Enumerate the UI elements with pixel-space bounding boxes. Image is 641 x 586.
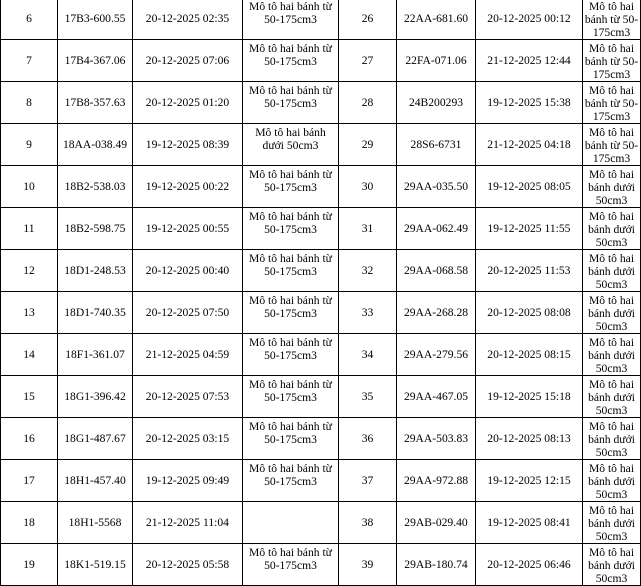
row-number-cell[interactable]: 19 [1, 544, 58, 586]
vehicle-type-cell[interactable]: Mô tô hai bánh từ 50-175cm3 [243, 460, 339, 502]
timestamp-cell[interactable]: 20-12-2025 05:58 [133, 544, 243, 586]
plate-cell[interactable]: 29AA-035.50 [397, 166, 476, 208]
row-number-cell[interactable]: 12 [1, 250, 58, 292]
plate-cell[interactable]: 29AA-062.49 [397, 208, 476, 250]
row-number-cell[interactable]: 13 [1, 292, 58, 334]
row-number-cell[interactable]: 16 [1, 418, 58, 460]
timestamp-cell[interactable]: 21-12-2025 12:44 [476, 40, 583, 82]
plate-cell[interactable]: 18H1-457.40 [58, 460, 133, 502]
row-number-cell[interactable]: 27 [339, 40, 397, 82]
timestamp-cell[interactable]: 20-12-2025 08:08 [476, 292, 583, 334]
plate-cell[interactable]: 28S6-6731 [397, 124, 476, 166]
row-number-cell[interactable]: 28 [339, 82, 397, 124]
table-row [1, 250, 641, 292]
plate-cell[interactable]: 29AA-268.28 [397, 292, 476, 334]
vehicle-type-cell[interactable]: Mô tô hai bánh dưới 50cm3 [583, 502, 641, 544]
table-row [1, 460, 641, 502]
timestamp-cell[interactable]: 19-12-2025 08:05 [476, 166, 583, 208]
plate-cell[interactable]: 17B3-600.55 [58, 0, 133, 40]
row-number-cell[interactable]: 33 [339, 292, 397, 334]
plate-cell[interactable]: 22AA-681.60 [397, 0, 476, 40]
row-number-cell[interactable]: 35 [339, 376, 397, 418]
plate-cell[interactable]: 17B8-357.63 [58, 82, 133, 124]
table-row [1, 208, 641, 250]
row-number-cell[interactable]: 14 [1, 334, 58, 376]
vehicle-type-cell[interactable]: Mô tô hai bánh dưới 50cm3 [583, 166, 641, 208]
timestamp-cell[interactable]: 19-12-2025 15:38 [476, 82, 583, 124]
vehicle-type-cell[interactable]: Mô tô hai bánh từ 50-175cm3 [243, 208, 339, 250]
timestamp-cell[interactable]: 19-12-2025 08:41 [476, 502, 583, 544]
vehicle-type-cell[interactable]: Mô tô hai bánh dưới 50cm3 [583, 418, 641, 460]
vehicle-type-cell[interactable]: Mô tô hai bánh dưới 50cm3 [583, 334, 641, 376]
vehicle-type-cell[interactable]: Mô tô hai bánh dưới 50cm3 [583, 208, 641, 250]
vehicle-type-cell[interactable]: Mô tô hai bánh từ 50-175cm3 [243, 376, 339, 418]
timestamp-cell[interactable]: 20-12-2025 07:53 [133, 376, 243, 418]
plate-cell[interactable]: 22FA-071.06 [397, 40, 476, 82]
timestamp-cell[interactable]: 19-12-2025 11:55 [476, 208, 583, 250]
timestamp-cell[interactable]: 20-12-2025 00:12 [476, 0, 583, 40]
timestamp-cell[interactable]: 20-12-2025 08:13 [476, 418, 583, 460]
plate-cell[interactable]: 29AB-180.74 [397, 544, 476, 586]
row-number-cell[interactable]: 38 [339, 502, 397, 544]
vehicle-type-cell[interactable]: Mô tô hai bánh dưới 50cm3 [583, 250, 641, 292]
row-number-cell[interactable]: 36 [339, 418, 397, 460]
vehicle-type-cell[interactable]: Mô tô hai bánh từ 50-175cm3 [243, 166, 339, 208]
row-number-cell[interactable]: 37 [339, 460, 397, 502]
vehicle-type-cell[interactable]: Mô tô hai bánh từ 50-175cm3 [243, 544, 339, 586]
vehicle-type-cell[interactable]: Mô tô hai bánh dưới 50cm3 [583, 292, 641, 334]
vehicle-type-cell[interactable]: Mô tô hai bánh từ 50-175cm3 [243, 418, 339, 460]
plate-cell[interactable]: 18D1-248.53 [58, 250, 133, 292]
vehicle-type-cell[interactable]: Mô tô hai bánh dưới 50cm3 [583, 460, 641, 502]
timestamp-cell[interactable]: 20-12-2025 01:20 [133, 82, 243, 124]
vehicle-type-cell[interactable]: Mô tô hai bánh từ 50-175cm3 [243, 82, 339, 124]
plate-cell[interactable]: 29AB-029.40 [397, 502, 476, 544]
row-number-cell[interactable]: 10 [1, 166, 58, 208]
row-number-cell[interactable]: 18 [1, 502, 58, 544]
row-number-cell[interactable]: 17 [1, 460, 58, 502]
table-row [1, 544, 641, 586]
table-row [1, 376, 641, 418]
timestamp-cell[interactable]: 19-12-2025 15:18 [476, 376, 583, 418]
plate-cell[interactable]: 29AA-279.56 [397, 334, 476, 376]
timestamp-cell[interactable]: 20-12-2025 08:15 [476, 334, 583, 376]
vehicle-type-cell[interactable]: Mô tô hai bánh từ 50-175cm3 [583, 40, 641, 82]
plate-cell[interactable]: 18G1-396.42 [58, 376, 133, 418]
table-body [1, 0, 641, 586]
row-number-cell[interactable]: 11 [1, 208, 58, 250]
plate-cell[interactable]: 17B4-367.06 [58, 40, 133, 82]
plate-cell[interactable]: 18B2-538.03 [58, 166, 133, 208]
vehicle-type-cell[interactable]: Mô tô hai bánh từ 50-175cm3 [243, 0, 339, 40]
table-row [1, 418, 641, 460]
plate-cell[interactable]: 18H1-5568 [58, 502, 133, 544]
row-number-cell[interactable]: 8 [1, 82, 58, 124]
timestamp-cell[interactable]: 19-12-2025 00:22 [133, 166, 243, 208]
row-number-cell[interactable]: 29 [339, 124, 397, 166]
timestamp-cell[interactable]: 20-12-2025 07:50 [133, 292, 243, 334]
vehicle-type-cell[interactable]: Mô tô hai bánh từ 50-175cm3 [243, 40, 339, 82]
plate-cell[interactable]: 18D1-740.35 [58, 292, 133, 334]
timestamp-cell[interactable]: 19-12-2025 00:55 [133, 208, 243, 250]
table-row [1, 334, 641, 376]
table-row [1, 40, 641, 82]
timestamp-cell[interactable]: 20-12-2025 03:15 [133, 418, 243, 460]
plate-cell[interactable]: 18G1-487.67 [58, 418, 133, 460]
plate-cell[interactable]: 29AA-467.05 [397, 376, 476, 418]
plate-cell[interactable]: 18F1-361.07 [58, 334, 133, 376]
timestamp-cell[interactable]: 19-12-2025 12:15 [476, 460, 583, 502]
timestamp-cell[interactable]: 20-12-2025 07:06 [133, 40, 243, 82]
table-row [1, 166, 641, 208]
plate-cell[interactable]: 29AA-503.83 [397, 418, 476, 460]
timestamp-cell[interactable]: 20-12-2025 11:53 [476, 250, 583, 292]
plate-cell[interactable]: 24B200293 [397, 82, 476, 124]
row-number-cell[interactable]: 15 [1, 376, 58, 418]
vehicle-type-cell[interactable] [243, 502, 339, 544]
row-number-cell[interactable]: 30 [339, 166, 397, 208]
plate-cell[interactable]: 18K1-519.15 [58, 544, 133, 586]
table-row [1, 124, 641, 166]
timestamp-cell[interactable]: 20-12-2025 06:46 [476, 544, 583, 586]
vehicle-type-cell[interactable]: Mô tô hai bánh từ 50-175cm3 [583, 124, 641, 166]
plate-cell[interactable]: 18B2-598.75 [58, 208, 133, 250]
table-row [1, 502, 641, 544]
plate-cell[interactable]: 29AA-972.88 [397, 460, 476, 502]
vehicle-type-cell[interactable]: Mô tô hai bánh từ 50-175cm3 [243, 250, 339, 292]
vehicle-type-cell[interactable]: Mô tô hai bánh từ 50-175cm3 [583, 82, 641, 124]
row-number-cell[interactable]: 26 [339, 0, 397, 40]
plate-cell[interactable]: 18AA-038.49 [58, 124, 133, 166]
row-number-cell[interactable]: 32 [339, 250, 397, 292]
vehicle-type-cell[interactable]: Mô tô hai bánh từ 50-175cm3 [583, 0, 641, 40]
vehicle-type-cell[interactable]: Mô tô hai bánh từ 50-175cm3 [243, 292, 339, 334]
plate-cell[interactable]: 29AA-068.58 [397, 250, 476, 292]
row-number-cell[interactable]: 6 [1, 0, 58, 40]
vehicle-type-cell[interactable]: Mô tô hai bánh dưới 50cm3 [243, 124, 339, 166]
vehicle-type-cell[interactable]: Mô tô hai bánh dưới 50cm3 [583, 376, 641, 418]
timestamp-cell[interactable]: 21-12-2025 04:18 [476, 124, 583, 166]
timestamp-cell[interactable]: 21-12-2025 11:04 [133, 502, 243, 544]
timestamp-cell[interactable]: 21-12-2025 04:59 [133, 334, 243, 376]
row-number-cell[interactable]: 31 [339, 208, 397, 250]
row-number-cell[interactable]: 34 [339, 334, 397, 376]
timestamp-cell[interactable]: 20-12-2025 02:35 [133, 0, 243, 40]
row-number-cell[interactable]: 39 [339, 544, 397, 586]
row-number-cell[interactable]: 7 [1, 40, 58, 82]
table-row [1, 292, 641, 334]
vehicle-type-cell[interactable]: Mô tô hai bánh từ 50-175cm3 [243, 334, 339, 376]
row-number-cell[interactable]: 9 [1, 124, 58, 166]
timestamp-cell[interactable]: 19-12-2025 08:39 [133, 124, 243, 166]
table-row [1, 82, 641, 124]
vehicle-type-cell[interactable]: Mô tô hai bánh dưới 50cm3 [583, 544, 641, 586]
timestamp-cell[interactable]: 20-12-2025 00:40 [133, 250, 243, 292]
table-row [1, 0, 641, 40]
timestamp-cell[interactable]: 19-12-2025 09:49 [133, 460, 243, 502]
